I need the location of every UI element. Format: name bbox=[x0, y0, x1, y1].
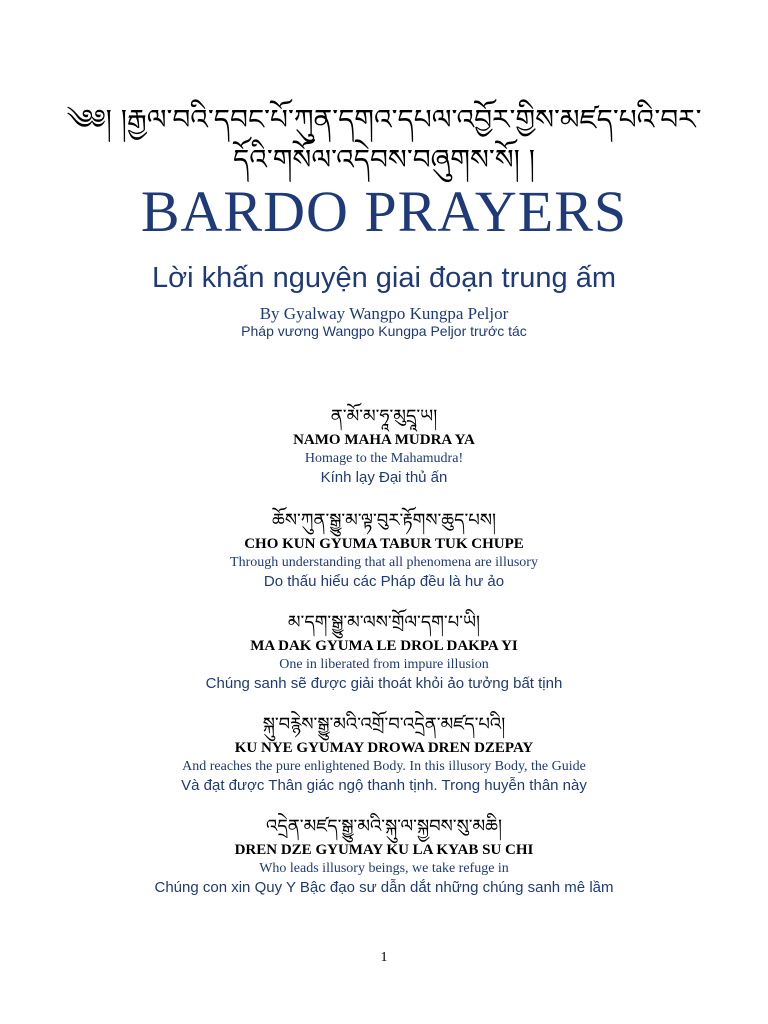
verse-phonetic: MA DAK GYUMA LE DROL DAKPA YI bbox=[250, 638, 518, 654]
verse-tibetan: འདྲེན་མཛད་སྒྱུ་མའི་སྐུ་ལ་སྐྱབས་སུ་མཆི། bbox=[266, 816, 502, 837]
verse-block bbox=[0, 814, 768, 898]
verse-block bbox=[0, 610, 768, 694]
page-title: BARDO PRAYERS bbox=[140, 179, 628, 244]
verse-english: One in liberated from impure illusion bbox=[279, 657, 489, 672]
tibetan-title-line-1: ༄༅། །རྒྱལ་བའི་དབང་པོ་ཀུན་དགའ་དཔལ་འབྱོར་གྱིས་མཛད་པའི་བར་ bbox=[66, 103, 702, 136]
tibetan-title-line-2: དོའི་གསོལ་འདེབས་བཞུགས་སོ། ། bbox=[232, 143, 535, 176]
verse-vietnamese: Do thấu hiểu các Pháp đều là hư ảo bbox=[263, 573, 505, 590]
verse-tibetan: མ་དག་སྒྱུ་མ་ལས་གྲོལ་དག་པ་ཡི། bbox=[287, 612, 481, 633]
verse-vietnamese: Chúng con xin Quy Y Bậc đạo sư dẫn dắt những chúng sanh mê lầm bbox=[154, 879, 614, 896]
verse-english: Who leads illusory beings, we take refuge in bbox=[259, 861, 509, 876]
verse-phonetic: KU NYE GYUMAY DROWA DREN DZEPAY bbox=[234, 740, 534, 756]
verse-tibetan: སྐུ་བརྙེས་སྒྱུ་མའི་འགྲོ་བ་འདྲེན་མཛད་པའི། bbox=[262, 714, 506, 735]
verse-phonetic: NAMO MAHA MUDRA YA bbox=[293, 432, 475, 448]
verse-vietnamese: Và đạt được Thân giác ngộ thanh tịnh. Trong huyễn thân này bbox=[181, 777, 587, 794]
verse-phonetic: CHO KUN GYUMA TABUR TUK CHUPE bbox=[244, 536, 524, 552]
author-vietnamese: Pháp vương Wangpo Kungpa Peljor trước tác bbox=[241, 323, 527, 339]
verse-english: Through understanding that all phenomena are illusory bbox=[230, 555, 538, 570]
author-english: By Gyalway Wangpo Kungpa Peljor bbox=[259, 304, 509, 323]
verse-english: Homage to the Mahamudra! bbox=[304, 451, 464, 466]
page-number: 1 bbox=[380, 950, 388, 965]
verse-block bbox=[0, 712, 768, 796]
verse-vietnamese: Chúng sanh sẽ được giải thoát khỏi ảo tưởng bất tịnh bbox=[205, 675, 563, 692]
verse-phonetic: DREN DZE GYUMAY KU LA KYAB SU CHI bbox=[234, 842, 534, 858]
vietnamese-subtitle: Lời khấn nguyện giai đoạn trung ấm bbox=[152, 262, 616, 294]
verse-vietnamese: Kính lạy Đại thủ ấn bbox=[320, 469, 448, 486]
verse-block bbox=[0, 508, 768, 592]
verse-english: And reaches the pure enlightened Body. In this illusory Body, the Guide bbox=[182, 759, 586, 774]
verse-block bbox=[0, 404, 768, 488]
verse-tibetan: ན་མོ་མ་ཧཱ་མུདྲཱ་ཡ། bbox=[330, 406, 438, 427]
verse-tibetan: ཆོས་ཀུན་སྒྱུ་མ་ལྟ་བུར་རྟོགས་ཆུད་པས། bbox=[272, 510, 496, 531]
